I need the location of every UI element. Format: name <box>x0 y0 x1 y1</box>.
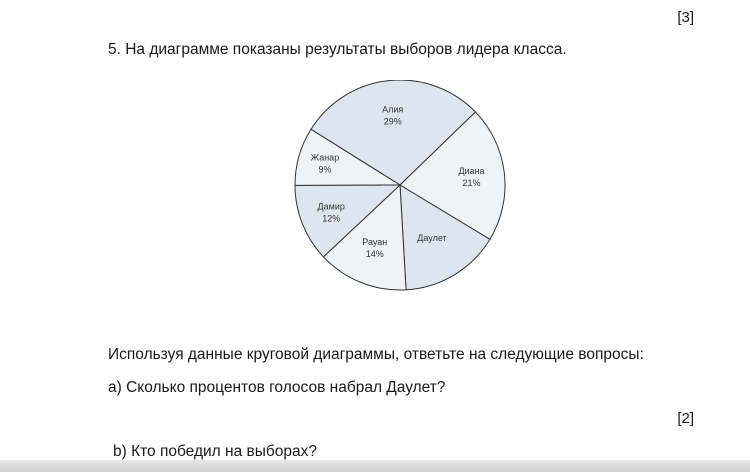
slice-name-label: Дамир <box>317 201 345 212</box>
marks-mid: [2] <box>677 410 694 427</box>
slice-name-label: Диана <box>458 165 485 176</box>
slice-name-label: Жанар <box>310 152 340 163</box>
pie-chart <box>288 80 512 294</box>
slice-percent-label: 29% <box>383 116 402 127</box>
slice-name-label: Рауан <box>362 237 388 248</box>
slice-name-label: Алия <box>382 104 404 115</box>
instruction-text: Используя данные круговой диаграммы, ответьте на следующие вопросы: <box>108 346 644 363</box>
slice-percent-label: 14% <box>365 249 384 260</box>
slice-percent-label: 9% <box>318 164 332 175</box>
question-a: a) Сколько процентов голосов набрал Даулет? <box>108 379 446 396</box>
slice-name-label: Даулет <box>417 233 447 244</box>
slice-percent-label: 21% <box>462 177 481 188</box>
marks-top: [3] <box>677 9 694 26</box>
slice-percent-label: 12% <box>322 213 341 224</box>
question-title: 5. На диаграмме показаны результаты выборов лидера класса. <box>108 41 567 58</box>
question-b: b) Кто победил на выборах? <box>113 443 317 460</box>
page-bottom-shadow <box>0 460 750 472</box>
